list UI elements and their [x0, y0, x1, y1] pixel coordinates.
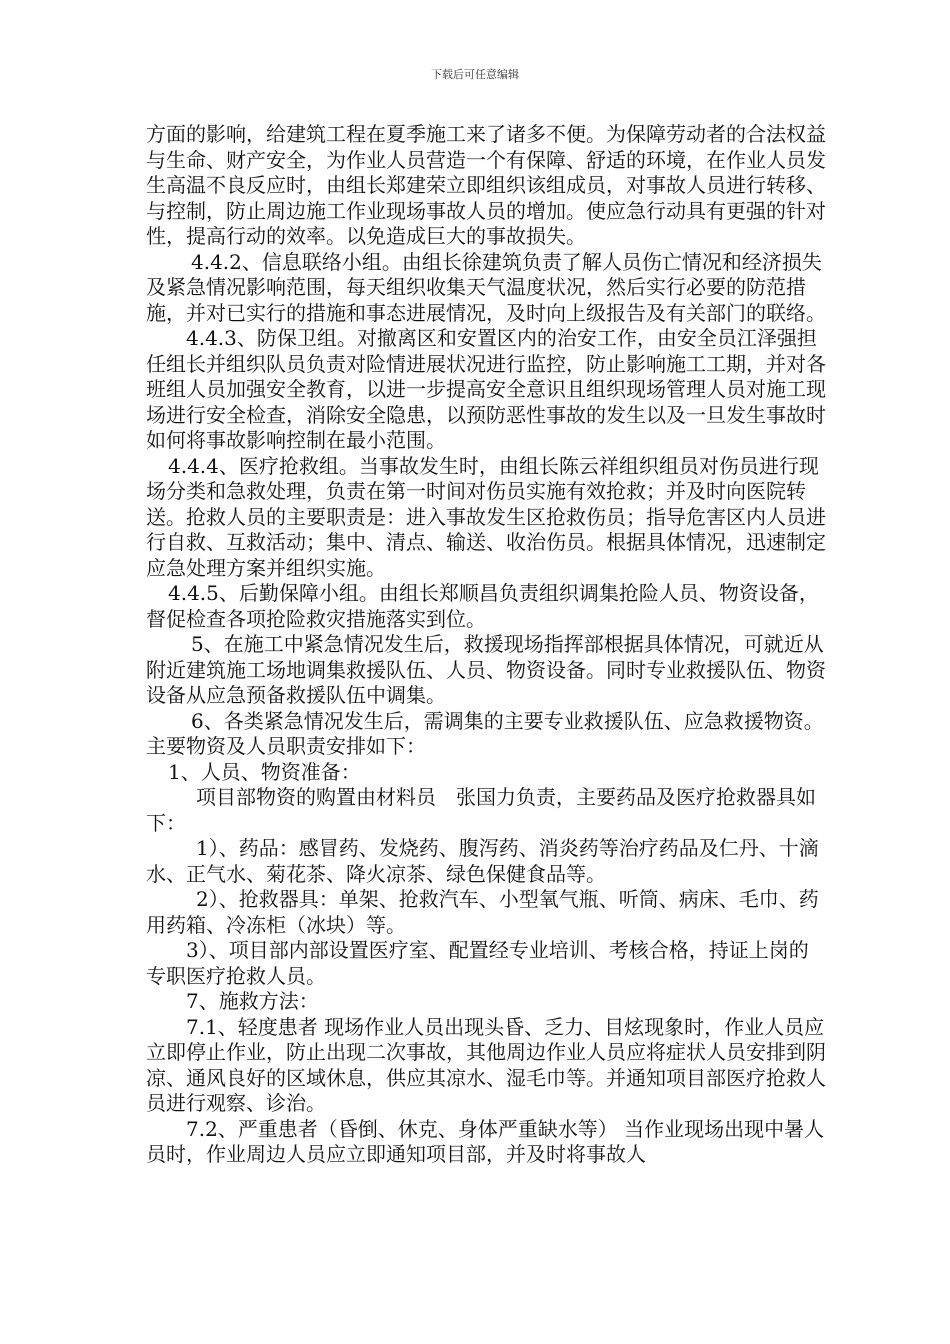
paragraph-4-4-4: 4.4.4、医疗抢救组。当事故发生时，由组长陈云祥组织组员对伤员进行现场分类和急救处理，负责在第一时间对伤员实施有效抢救；并及时向医院转送。抢救人员的主要职责是：进入事故发生区抢救伤员；指导危害区内人员进行自救、互救活动；集中、清点、输送、收治伤员。根据具体情况，迅速制定应急处理方案并组织实施。 [146, 453, 826, 580]
paragraph-medicines: 1）、药品：感冒药、发烧药、腹泻药、消炎药等治疗药品及仁丹、十滴水、正气水、菊花茶、降火凉茶、绿色保健食品等。 [146, 836, 819, 886]
paragraph-procurement: 项目部物资的购置由材料员 张国力负责，主要药品及医疗抢救器具如下： [146, 785, 816, 835]
paragraph-6: 6、各类紧急情况发生后，需调集的主要专业救援队伍、应急救援物资。主要物资及人员职责安排如下： [146, 708, 824, 758]
paragraph-rescue-equipment: 2）、抢救器具：单架、抢救汽车、小型氧气瓶、听筒、病床、毛巾、药用药箱、冷冻柜（冰块）等。 [146, 887, 819, 937]
document-body [146, 122, 826, 1168]
page-header-note: 下载后可任意编辑 [431, 68, 519, 81]
paragraph-7-1: 7.1、轻度患者 现场作业人员出现头昏、乏力、目炫现象时，作业人员应立即停止作业，防止出现二次事故，其他周边作业人员应将症状人员安排到阴凉、通风良好的区域休息，供应其凉水、湿毛巾等。并通知项目部医疗抢救人员进行观察、诊治。 [146, 1014, 826, 1115]
paragraph-medical-room: 3）、项目部内部设置医疗室、配置经专业培训、考核合格，持证上岗的专职医疗抢救人员。 [146, 938, 809, 988]
paragraph-7-2: 7.2、严重患者（昏倒、休克、身体严重缺水等） 当作业现场出现中暑人员时，作业周边人员应立即通知项目部，并及时将事故人 [146, 1116, 825, 1166]
paragraph-4-4-3: 4.4.3、防保卫组。对撤离区和安置区内的治安工作，由安全员江泽强担任组长并组织队员负责对险情进展状况进行监控，防止影响施工工期，并对各班组人员加强安全教育，以进一步提高安全意识且组织现场管理人员对施工现场进行安全检查，消除安全隐患，以预防恶性事故的发生以及一旦发生事故时如何将事故影响控制在最小范围。 [146, 326, 826, 452]
paragraph-personnel-supplies: 1、人员、物资准备： [168, 759, 361, 784]
paragraph-4-4-5: 4.4.5、后勤保障小组。由组长郑顺昌负责组织调集抢险人员、物资设备，督促检查各项抢险救灾措施落实到位。 [146, 581, 819, 631]
paragraph-4-4-2: 4.4.2、信息联络小组。由组长徐建筑负责了解人员伤亡情况和经济损失及紧急情况影响范围，每天组织收集天气温度状况，然后实行必要的防范措施，并对已实行的措施和事态进展情况，及时向上级报告及有关部门的联络。 [146, 249, 826, 325]
paragraph-5: 5、在施工中紧急情况发生后，救援现场指挥部根据具体情况，可就近从附近建筑施工场地调集救援队伍、人员、物资设备。同时专业救援队伍、物资设备从应急预备救援队伍中调集。 [146, 632, 826, 707]
paragraph-rescue-methods: 7、施救方法： [186, 989, 319, 1013]
paragraph-intro: 方面的影响，给建筑工程在夏季施工来了诸多不便。为保障劳动者的合法权益与生命、财产安全，为作业人员营造一个有保障、舒适的环境，在作业人员发生高温不良反应时，由组长郑建荣立即组织该组成员，对事故人员进行转移、与控制，防止周边施工作业现场事故人员的增加。使应急行动具有更强的针对性，提高行动的效率。以免造成巨大的事故损失。 [146, 122, 826, 248]
